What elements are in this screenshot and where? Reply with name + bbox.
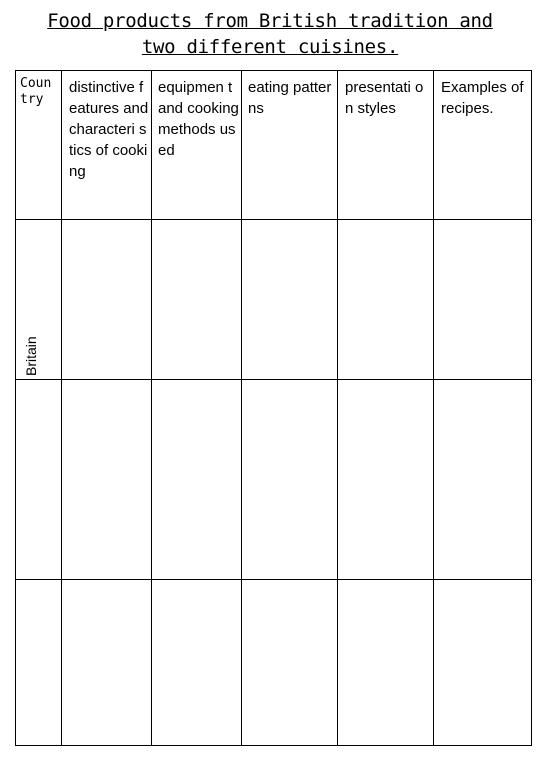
row-label-britain-cell xyxy=(18,220,48,378)
column-header-eating-patterns: eating patterns xyxy=(248,79,332,117)
table-right-border xyxy=(531,70,532,746)
row-1-bottom-border xyxy=(15,379,531,380)
column-header-features: distinctive features and characteri stics of cooking xyxy=(69,79,149,180)
column-divider-5 xyxy=(433,70,434,746)
country-header: Coun try xyxy=(20,76,52,107)
table-top-border xyxy=(15,70,531,71)
table-bottom-border xyxy=(15,745,531,746)
column-divider-3 xyxy=(241,70,242,746)
table-left-border xyxy=(15,70,16,746)
column-header-recipes: Examples of recipes. xyxy=(441,79,524,117)
row-label-britain: Britain xyxy=(23,336,39,376)
row-2-bottom-border xyxy=(15,579,531,580)
header-row-bottom-border xyxy=(15,219,531,220)
column-divider-2 xyxy=(151,70,152,746)
title-line-1: Food products from British tradition and xyxy=(47,10,493,32)
column-header-equipment: equipmen t and cooking methods used xyxy=(158,79,239,159)
title-line-2: two different cuisines. xyxy=(141,36,399,58)
column-header-presentation: presentati on styles xyxy=(345,79,424,117)
column-divider-4 xyxy=(337,70,338,746)
column-divider-1 xyxy=(61,70,62,746)
